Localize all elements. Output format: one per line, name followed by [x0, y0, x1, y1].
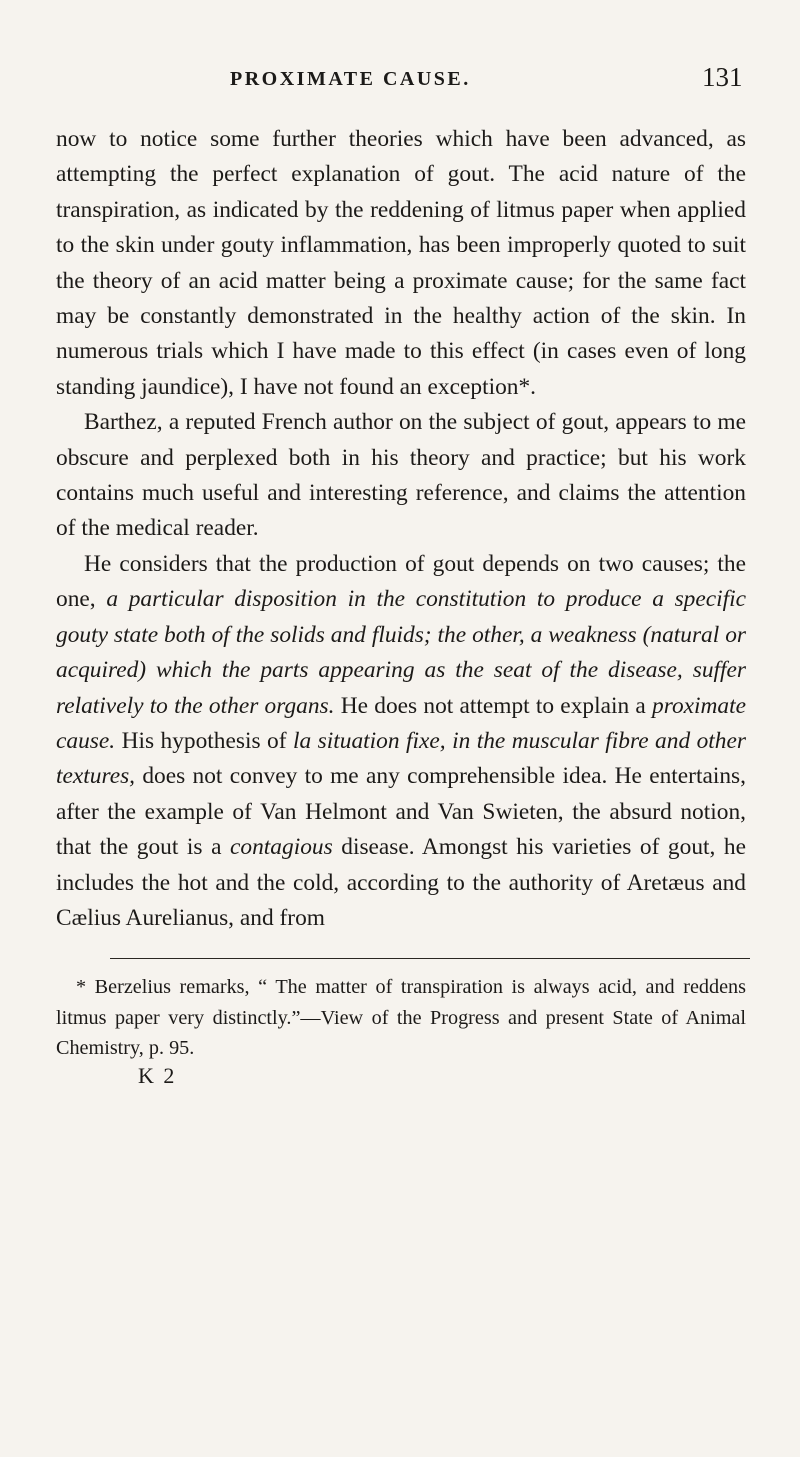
paragraph-3-text: does not convey to me any comprehensible idea. He entertains, after the example of Van Helmont and Van Swieten, the absurd notion, that the gout is a	[56, 763, 746, 861]
footnote	[56, 972, 746, 1064]
body-text	[56, 122, 746, 936]
quoted-two-causes: a particular disposition in the constitution to produce a specific gouty state both of the solids and fluids; the other, a weakness (natural or acquired) which the parts appearing as the seat of the disease, suffer relatively to the other organs.	[56, 586, 747, 719]
running-head	[0, 62, 800, 102]
term-proximate-cause: proximate cause.	[56, 692, 746, 754]
paragraph-3-text: He considers that the production of gout depends on two causes; the one,	[56, 550, 746, 613]
paragraph-3	[56, 547, 746, 936]
running-title: PROXIMATE CAUSE.	[230, 68, 471, 90]
paragraph-3-text: His hypothesis of	[115, 727, 293, 754]
footnote-text: * Berzelius remarks, “ The matter of transpiration is always acid, and reddens litmus paper very distinctly.”—View of the Progress and present State of Animal Chemistry, p. 95.	[56, 976, 746, 1059]
page-number: 131	[702, 62, 743, 92]
signature-mark: K 2	[138, 1063, 177, 1088]
term-situation-fixe: la situation fixe, in the muscular fibre and other textures,	[56, 727, 746, 790]
paragraph-2: Barthez, a reputed French author on the subject of gout, appears to me obscure and perplexed both in his theory and practice; but his work contains much useful and interesting reference, and claims the attention of the medical reader.	[56, 409, 746, 542]
term-contagious: contagious	[230, 834, 333, 861]
footnote-rule	[110, 958, 750, 959]
paragraph-3-text: disease. Amongst his varieties of gout, he includes the hot and the cold, according to the authority of Aretæus and Cælius Aurelianus, and from	[56, 834, 747, 931]
paragraph-3-text: He does not attempt to explain a	[334, 692, 653, 719]
paragraph-1: now to notice some further theories which have been advanced, as attempting the perfect explanation of gout. The acid nature of the transpiration, as indicated by the reddening of litmus paper when applied to the skin under gouty inflammation, has been improperly quoted to suit the theory of an acid matter being a proximate cause; for the same fact may be constantly demonstrated in the healthy action of the skin. In numerous trials which I have made to this effect (in cases even of long standing jaundice), I have not found an exception*.	[56, 126, 746, 400]
